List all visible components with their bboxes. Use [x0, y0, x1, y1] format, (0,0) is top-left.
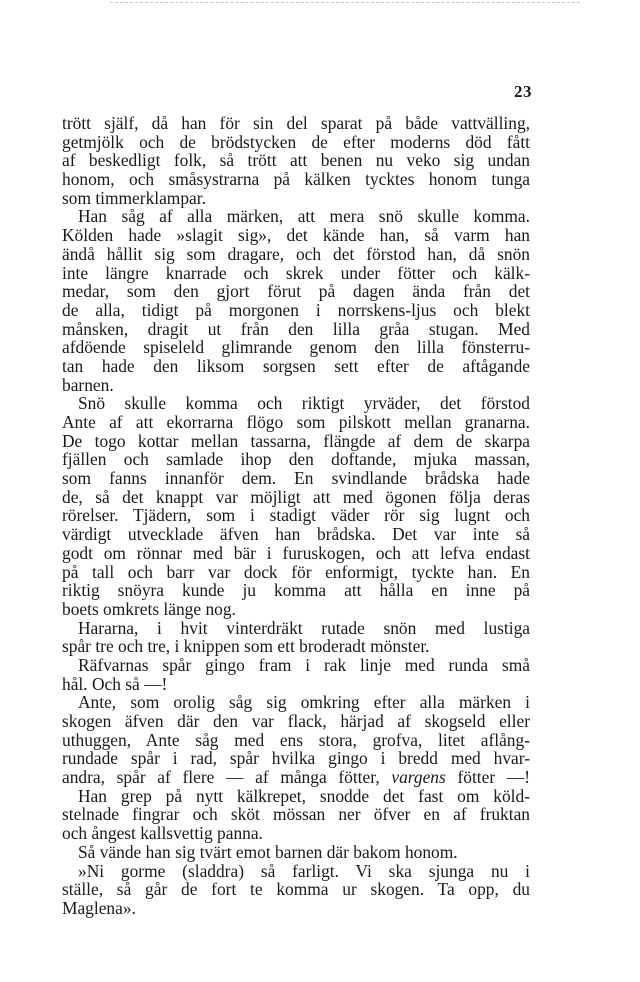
text-line: på tall och barr var dock för enformigt, tyckte han. En	[62, 561, 530, 582]
text-line: Han grep på nytt kälkrepet, snodde det fast om köld-	[78, 785, 530, 806]
text-line: Ante, som orolig såg sig omkring efter alla märken i	[78, 692, 530, 713]
body-text	[62, 114, 530, 918]
text-line: Han såg af alla märken, att mera snö skulle komma.	[78, 206, 530, 227]
text-line: riktig snöyra kunde ju komma att hålla en inne på	[62, 580, 530, 601]
text-line: Maglena».	[62, 897, 136, 918]
text-line-segment: fötter —!	[445, 767, 530, 788]
text-line: getmjölk och de brödstycken de efter moderns död fått	[62, 131, 530, 152]
text-line: af beskedligt folk, så trött att benen nu veko sig undan	[62, 150, 530, 171]
text-line: stelnade fingrar och sköt mössan ner öfver en af fruktan	[62, 804, 530, 825]
text-line: medar, som den gjort förut på dagen ända från det	[62, 281, 530, 302]
text-line: spår tre och tre, i knippen som ett broderadt mönster.	[62, 636, 430, 657]
text-line: de, så det knappt var möjligt att med ögonen följa deras	[62, 486, 530, 507]
text-line: honom, och småsystrarna på kälken tycktes honom tunga	[62, 169, 530, 190]
text-line: rörelser. Tjädern, som i stadigt väder rör sig lugnt och	[62, 505, 530, 526]
text-line: och ångest kallsvettig panna.	[62, 823, 263, 844]
text-line: rundade spår i rad, spår hvilka gingo i bredd med hvar-	[62, 748, 530, 769]
text-line: de alla, tidigt på morgonen i norrskens-ljus och blekt	[62, 299, 530, 320]
text-line: värdigt utvecklade äfven han brådska. Det var inte så	[62, 524, 530, 545]
text-line: hål. Och så —!	[62, 673, 168, 694]
text-line: ställe, så går de fort te komma ur skogen. Ta opp, du	[62, 879, 530, 900]
text-line: uthuggen, Ante såg med ens stora, grofva, litet aflång-	[62, 729, 530, 750]
text-line: Ante af att ekorrarna flögo som pilskott mellan granarna.	[62, 412, 530, 432]
top-edge-rule	[110, 2, 580, 3]
text-line	[62, 768, 530, 787]
italic-word: vargens	[391, 767, 446, 788]
text-line: Hararna, i hvit vinterdräkt rutade snön med lustiga	[78, 617, 530, 638]
text-line: skogen äfven där den var flack, härjad af skogseld eller	[62, 711, 530, 731]
text-line: som timmerklampar.	[62, 187, 206, 208]
text-line: Snö skulle komma och riktigt yrväder, det förstod	[78, 393, 530, 414]
text-line: inte längre knarrade och skrek under fötter och kälk-	[62, 262, 530, 283]
text-line: Kölden hade »slagit sig», det kände han, så varm han	[62, 225, 530, 246]
text-line: trött själf, då han för sin del sparat på både vattvälling,	[62, 113, 530, 133]
text-line: månsken, dragit ut från den lilla gråa stugan. Med	[62, 318, 530, 339]
text-line: som fanns innanför dem. En svindlande brådska hade	[62, 468, 530, 489]
page-number: 23	[514, 82, 532, 101]
text-line: fjällen och samlade ihop den doftande, mjuka massan,	[62, 449, 530, 470]
text-line: Räfvarnas spår gingo fram i rak linje med runda små	[78, 654, 530, 675]
text-line-segment: andra, spår af flere — af många fötter,	[62, 767, 392, 788]
text-line: Så vände han sig tvärt emot barnen där bakom honom.	[78, 841, 458, 862]
text-line: barnen.	[62, 374, 114, 395]
text-line: tan hade den liksom sorgsen sett efter de aftågande	[62, 355, 530, 376]
text-line: ändå hållit sig som dragare, och det förstod han, då snön	[62, 243, 530, 264]
text-line: »Ni gorme (sladdra) så farligt. Vi ska sjunga nu i	[78, 860, 530, 881]
text-line: godt om rönnar med bär i furuskogen, och att lefva endast	[62, 542, 530, 563]
text-line: De togo kottar mellan tassarna, flängde af dem de skarpa	[62, 430, 530, 451]
text-line: boets omkrets länge nog.	[62, 598, 236, 619]
text-line: afdöende spiseleld glimrande genom den lilla fönsterru-	[62, 337, 530, 358]
